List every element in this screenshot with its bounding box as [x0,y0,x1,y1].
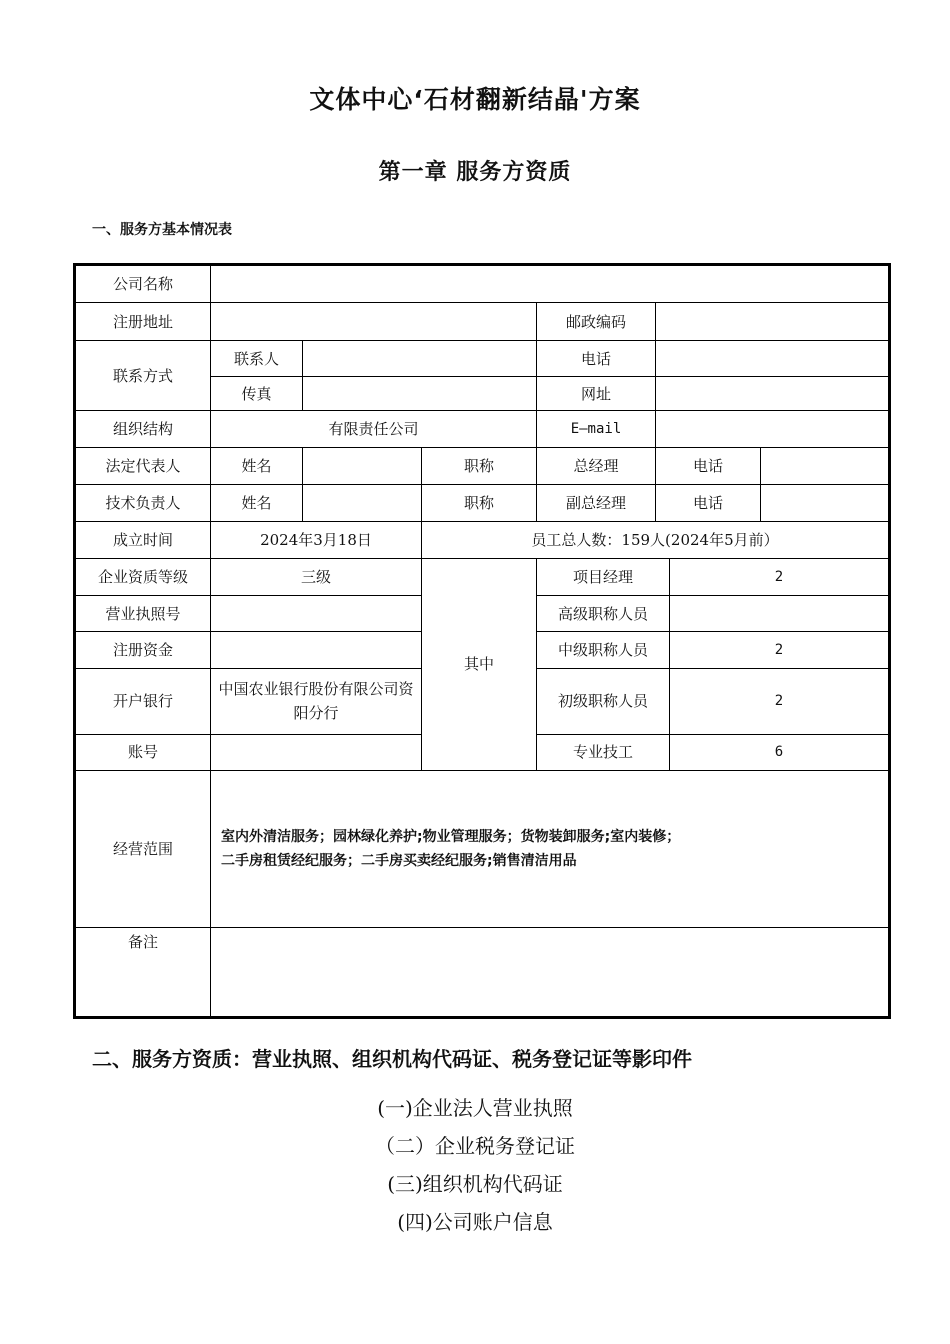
label-legal-rep-name: 姓名 [211,448,303,485]
project-manager-count: 2 [670,559,890,596]
business-license-no-value [211,596,422,632]
legal-rep-phone-value [761,448,890,485]
attachment-item-org-code-certificate: (三)组织机构代码证 [387,1172,563,1196]
tech-lead-phone-value [761,485,890,522]
label-business-scope: 经营范围 [75,770,211,927]
label-legal-rep-job-title: 职称 [422,448,537,485]
label-legal-representative: 法定代表人 [75,448,211,485]
label-email: E—mail [537,411,656,448]
account-no-value [211,734,422,770]
business-scope-line-1: 室内外清洁服务；园林绿化养护;物业管理服务；货物装卸服务;室内装修； [221,828,681,845]
section-heading-1: 一、服务方基本情况表 [92,222,232,238]
label-org-structure: 组织结构 [75,411,211,448]
phone-value [656,341,890,377]
website-value [656,377,890,411]
label-contact-method: 联系方式 [75,341,211,411]
label-technician: 专业技工 [537,734,670,770]
label-among: 其中 [422,559,537,770]
label-fax: 传真 [211,377,303,411]
mid-title-staff-count: 2 [670,632,890,668]
label-bank: 开户银行 [75,668,211,734]
email-value [656,411,890,448]
org-structure-value: 有限责任公司 [211,411,537,448]
document-title: 文体中心‘石材翻新结晶'方案 [309,85,641,114]
attachment-item-business-license: (一)企业法人营业执照 [377,1096,573,1120]
label-project-manager: 项目经理 [537,559,670,596]
label-tech-lead: 技术负责人 [75,485,211,522]
senior-title-staff-count [670,596,890,632]
label-business-license-no: 营业执照号 [75,596,211,632]
remarks-value [211,927,890,1017]
qualification-level-value: 三级 [211,559,422,596]
label-contact-person: 联系人 [211,341,303,377]
bank-value: 中国农业银行股份有限公司资阳分行 [211,668,422,734]
technician-count: 6 [670,734,890,770]
section-heading-2: 二、服务方资质：营业执照、组织机构代码证、税务登记证等影印件 [92,1047,692,1071]
label-phone: 电话 [537,341,656,377]
label-account-no: 账号 [75,734,211,770]
legal-rep-name-value [303,448,422,485]
business-scope-line-2: 二手房租赁经纪服务；二手房买卖经纪服务;销售清洁用品 [221,852,577,869]
label-legal-rep-phone: 电话 [656,448,761,485]
label-registered-capital: 注册资金 [75,632,211,668]
staff-total: 员工总人数：159人(2024年5月前） [422,522,890,559]
label-senior-title-staff: 高级职称人员 [537,596,670,632]
company-name-value [211,265,890,303]
label-tech-lead-phone: 电话 [656,485,761,522]
label-junior-title-staff: 初级职称人员 [537,668,670,734]
label-company-name: 公司名称 [75,265,211,303]
registered-capital-value [211,632,422,668]
tech-lead-job-title-value: 副总经理 [537,485,656,522]
fax-value [303,377,537,411]
label-website: 网址 [537,377,656,411]
contact-person-value [303,341,537,377]
label-postal-code: 邮政编码 [537,303,656,341]
junior-title-staff-count: 2 [670,668,890,734]
tech-lead-name-value [303,485,422,522]
label-registered-address: 注册地址 [75,303,211,341]
label-tech-lead-name: 姓名 [211,485,303,522]
postal-code-value [656,303,890,341]
label-qualification-level: 企业资质等级 [75,559,211,596]
attachment-item-tax-registration: （二）企业税务登记证 [375,1134,575,1158]
label-founded: 成立时间 [75,522,211,559]
business-scope-value [211,770,890,927]
legal-rep-job-title-value: 总经理 [537,448,656,485]
attachment-item-account-info: (四)公司账户信息 [397,1210,553,1234]
label-remarks: 备注 [75,927,211,1017]
registered-address-value [211,303,537,341]
service-provider-info-table [73,263,891,1019]
label-tech-lead-job-title: 职称 [422,485,537,522]
label-mid-title-staff: 中级职称人员 [537,632,670,668]
chapter-heading: 第一章 服务方资质 [378,160,572,185]
founded-value: 2024年3月18日 [211,522,422,559]
